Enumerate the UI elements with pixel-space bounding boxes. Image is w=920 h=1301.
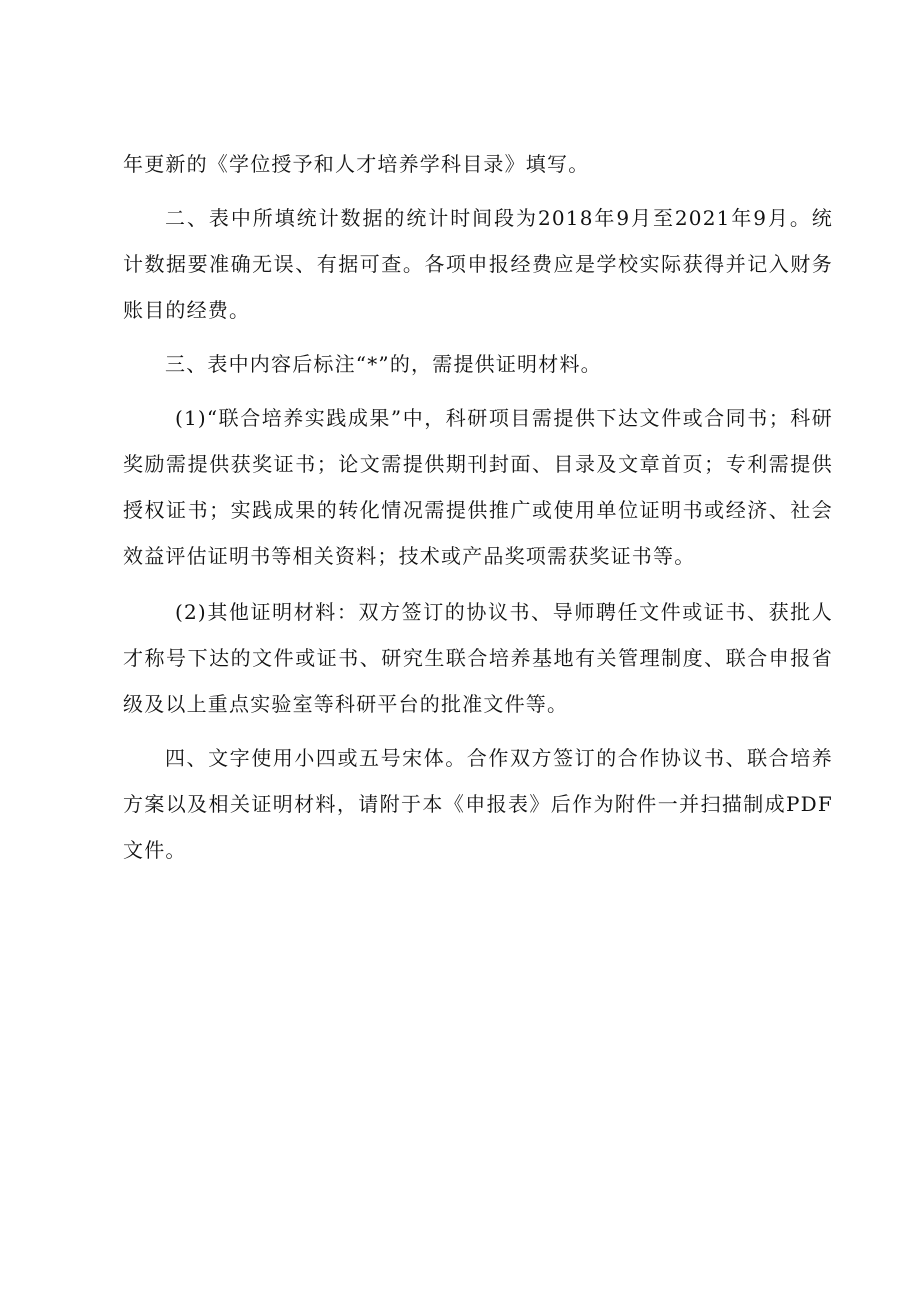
paragraph-section-2: 二、表中所填统计数据的统计时间段为2018年9月至2021年9月。统计数据要准确无误、有据可查。各项申报经费应是学校实际获得并记入财务账目的经费。 xyxy=(123,206,833,322)
document-body xyxy=(123,141,833,873)
paragraph-section-4: 四、文字使用小四或五号宋体。合作双方签订的合作协议书、联合培养方案以及相关证明材料，请附于本《申报表》后作为附件一并扫描制成PDF文件。 xyxy=(123,746,833,862)
paragraph-continuation: 年更新的《学位授予和人才培养学科目录》填写。 xyxy=(123,152,590,176)
paragraph-section-3: 三、表中内容后标注“*”的，需提供证明材料。 xyxy=(165,352,602,376)
paragraph-item-1: (1)“联合培养实践成果”中，科研项目需提供下达文件或合同书；科研奖励需提供获奖证书；论文需提供期刊封面、目录及文章首页；专利需提供授权证书；实践成果的转化情况需提供推广或使用单位证明书或经济、社会效益评估证明书等相关资料；技术或产品奖项需获奖证书等。 xyxy=(123,406,833,568)
paragraph-item-2: (2)其他证明材料：双方签订的协议书、导师聘任文件或证书、获批人才称号下达的文件或证书、研究生联合培养基地有关管理制度、联合申报省级及以上重点实验室等科研平台的批准文件等。 xyxy=(123,600,833,716)
